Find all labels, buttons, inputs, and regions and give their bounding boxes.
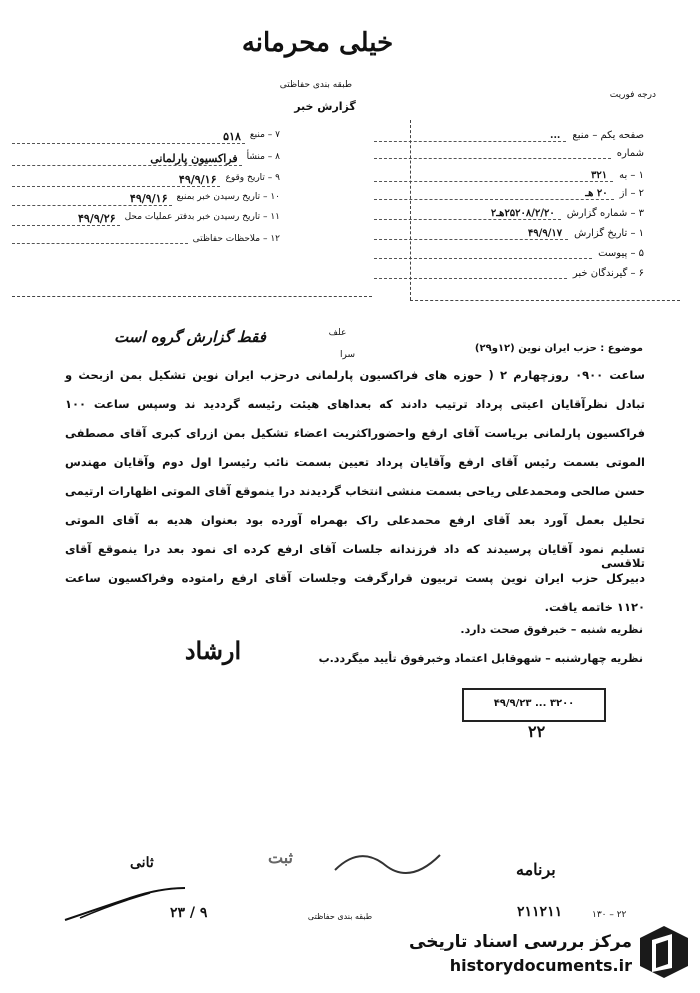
right-field-value (374, 268, 567, 279)
handwritten-note: فقط گزارش گروه است (114, 328, 266, 346)
signature-left-a: ثانی (130, 855, 154, 871)
right-field-value: ۴۹/۹/۱۷ (374, 228, 568, 240)
body-line: ۱۱۲۰ خاتمه یافت. (544, 600, 645, 614)
right-field-label: ۱ – تاریخ گزارش (574, 228, 644, 239)
header-bottom-rule-right (410, 300, 680, 301)
opinion-1: نظریه شنبه – خبرفوق صحت دارد. (460, 623, 643, 636)
left-field-row (12, 130, 280, 144)
right-field-row (374, 130, 644, 142)
left-field-label: ۷ – منبع (249, 130, 280, 140)
watermark-title: مرکز بررسی اسناد تاریخی (409, 932, 632, 952)
signature-center-scrawl (330, 840, 450, 880)
watermark-url: historydocuments.ir (449, 956, 632, 975)
body-line: ساعت ۰۹۰۰ روزچهارم ۲ ( حوزه های فراکسیون پارلمانی درحزب ایران نوین تشکیل بمن ازبحث و (65, 368, 645, 382)
left-field-value: ۴۹/۹/۲۶ (12, 212, 120, 226)
body-line: دبیرکل حزب ایران نوین پست تربیون قرارگرفت وجلسات آقای ارفع رامتوده وفراکسیون ساعت (65, 571, 645, 585)
footer-form-code: ۱۳۰ – ۲۲ (592, 910, 627, 920)
left-field-value: ۴۹/۹/۱۶ (12, 173, 220, 187)
archive-logo-icon (638, 924, 690, 980)
classification-handwritten: خیلی محرمانه (241, 28, 394, 58)
right-field-row (374, 268, 644, 279)
left-field-row (12, 192, 280, 206)
received-stamp-text: ۴۹/۹/۲۳ ... ۳۲۰۰ (493, 698, 575, 709)
subject-text: حزب ایران نوین (۱۲و۲۹) (474, 343, 597, 354)
body-line: حسن صالحی ومحمدعلی ریاحی بسمت منشی انتخاب گردیدند درا ینموقع آقای الموتی اظهارات ارتیمی (65, 484, 645, 498)
left-field-label: ۹ – تاریخ وقوع (225, 173, 280, 183)
right-field-value: ۲۵۲۰۸/۲/۲۰هـ۲ (374, 208, 561, 220)
report-title: گزارش خبر (294, 100, 356, 113)
left-field-label: ۱۰ – تاریخ رسیدن خبر بمنبع (176, 192, 280, 202)
right-field-label: ۲ – از (619, 188, 644, 199)
left-field-value: ۵۱۸ (12, 130, 245, 144)
left-field-row (12, 173, 280, 187)
body-line: فراکسیون پارلمانی بریاست آقای ارفع واحضوراکثریت اعضاء تشکیل بمن ازرای کبری آقای مصطفی (65, 426, 645, 440)
right-field-label: شماره (616, 148, 644, 159)
secondary-stamp: ۲۲ (528, 722, 546, 741)
right-field-row (374, 228, 644, 240)
right-field-value (374, 248, 592, 259)
footer-classification: طبقه بندی حفاظتی (307, 912, 373, 921)
received-stamp (462, 688, 606, 722)
left-field-value: فراکسیون پارلمانی (12, 152, 242, 166)
right-field-row (374, 188, 644, 200)
right-field-label: ۳ – شماره گزارش (566, 208, 644, 219)
left-field-label: ۸ – منشأ (246, 152, 280, 162)
right-field-row (374, 148, 644, 159)
subject-line: موضوع : حزب ایران نوین (۱۲و۲۹) (474, 343, 643, 354)
right-field-value: ۲۰ هـ (374, 188, 614, 200)
classification-printed: طبقه بندی حفاظتی (279, 80, 352, 90)
right-field-label: ۶ – گیرندگان خبر (572, 268, 644, 279)
body-line: تسلیم نمود آقایان پرسیدند که داد فرزندانه جلسات آقای ارفع کرده ای نمود بعد درا ینموقع آقای تلاقسی (65, 542, 645, 570)
body-line: الموتی بسمت رئیس آقای ارفع وآقایان پرداد تعیین بسمت نائب رئیسرا اول دوم وآقایان مهندس (65, 455, 645, 469)
right-field-value: ... (374, 130, 566, 142)
left-field-row (12, 234, 280, 244)
right-field-row (374, 208, 644, 220)
right-field-label: ۵ – پیوست (598, 248, 644, 259)
left-field-label: ۱۱ – تاریخ رسیدن خبر بدفتر عملیات محل (124, 212, 280, 222)
squiggle-mark: برنامه (516, 860, 556, 879)
watermark (390, 922, 690, 982)
header-divider (410, 120, 411, 300)
signature-left-b: ۲۳ / ۹ (170, 905, 208, 921)
signature-mid-faint: ثبت (268, 848, 293, 867)
left-field-label: ۱۲ – ملاحظات حفاظتی (192, 234, 280, 244)
signature-mid: ارشاد (184, 636, 242, 665)
left-field-value: ۴۹/۹/۱۶ (12, 192, 172, 206)
right-field-row (374, 170, 644, 182)
margin-note-1: علف (328, 328, 347, 338)
subject-label: موضوع (607, 343, 643, 354)
left-field-value (12, 234, 188, 244)
body-line: تحلیل بعمل آورد بعد آقای ارفع محمدعلی راک بهمراه آورده بود بعنوان هدیه به آقای الموتی (65, 513, 645, 527)
opinion-2: نظریه چهارشنبه – شهوقابل اعتماد وخبرفوق تأیید میگردد.ب (318, 652, 643, 665)
left-field-row (12, 212, 280, 226)
right-field-label: صفحه یکم – منبع (572, 130, 644, 141)
margin-note-2: سرا (339, 350, 355, 360)
left-field-row (12, 152, 280, 166)
right-field-row (374, 248, 644, 259)
footer-code-number: ۲۱۱۲۱۱ (517, 904, 563, 920)
right-field-value: ۳۲۱ (374, 170, 613, 182)
header-bottom-rule-left (12, 296, 372, 297)
urgency-label: درجه فوریت (609, 90, 656, 100)
right-field-label: ۱ – به (619, 170, 644, 181)
body-line: تبادل نظرآقایان اعیتی پرداد ترتیب دادند که بعداهای هیئت رئیسه گرددید ند وسپس ساعت ۱۰۰ (65, 397, 645, 411)
